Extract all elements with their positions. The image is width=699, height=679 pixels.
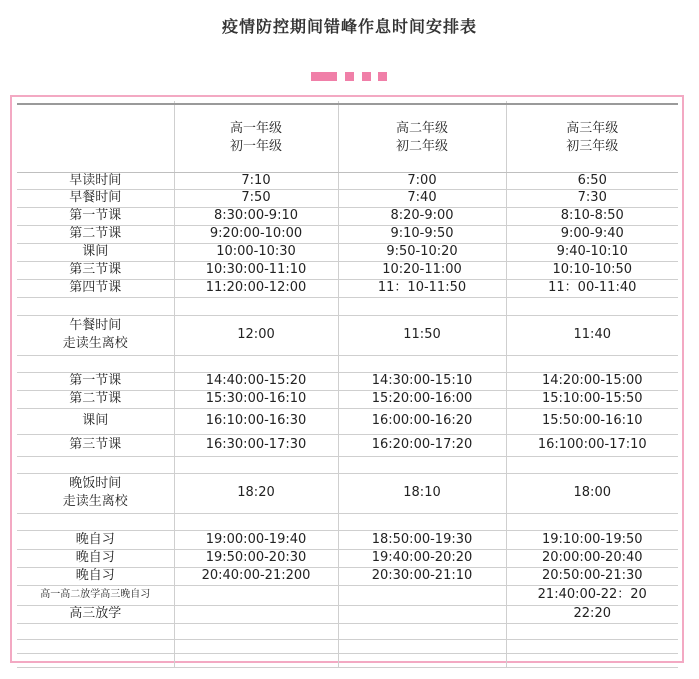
time-cell: 10:10-10:50 <box>506 261 678 279</box>
time-cell: 21:40:00-22：20 <box>506 585 678 605</box>
time-cell: 15:10:00-15:50 <box>506 390 678 408</box>
time-cell: 18:20 <box>174 473 338 513</box>
time-cell: 8:20-9:00 <box>338 207 506 225</box>
time-cell: 19:00:00-19:40 <box>174 530 338 549</box>
row-label: 高一高二放学高三晚自习 <box>17 585 174 605</box>
table-row <box>17 585 678 605</box>
time-cell: 16:10:00-16:30 <box>174 408 338 434</box>
time-cell: 12:00 <box>174 315 338 355</box>
time-cell: 16:100:00-17:10 <box>506 434 678 456</box>
time-cell: 16:30:00-17:30 <box>174 434 338 456</box>
time-cell: 18:10 <box>338 473 506 513</box>
time-cell: 19:10:00-19:50 <box>506 530 678 549</box>
time-cell: 19:50:00-20:30 <box>174 549 338 567</box>
time-cell: 20:00:00-20:40 <box>506 549 678 567</box>
header-row <box>17 104 678 172</box>
row-label: 第四节课 <box>17 279 174 297</box>
time-cell: 20:40:00-21:200 <box>174 567 338 585</box>
time-cell: 8:10-8:50 <box>506 207 678 225</box>
row-label: 早餐时间 <box>17 189 174 207</box>
table-row <box>17 315 678 355</box>
time-cell: 18:00 <box>506 473 678 513</box>
row-label: 晚自习 <box>17 567 174 585</box>
table-row <box>17 434 678 456</box>
row-label: 晚自习 <box>17 530 174 549</box>
row-label: 第一节课 <box>17 207 174 225</box>
time-cell: 15:30:00-16:10 <box>174 390 338 408</box>
row-label: 课间 <box>17 408 174 434</box>
time-cell: 7:50 <box>174 189 338 207</box>
time-cell: 10:30:00-11:10 <box>174 261 338 279</box>
header-empty-cell <box>17 104 174 172</box>
row-label: 第二节课 <box>17 390 174 408</box>
table-row <box>17 408 678 434</box>
table-row <box>17 243 678 261</box>
time-cell: 11:20:00-12:00 <box>174 279 338 297</box>
time-cell <box>174 605 338 623</box>
time-cell: 20:30:00-21:10 <box>338 567 506 585</box>
time-cell: 10:20-11:00 <box>338 261 506 279</box>
row-label: 早读时间 <box>17 172 174 189</box>
spacer-row <box>17 653 678 667</box>
spacer-row <box>17 297 678 315</box>
time-cell: 11：00-11:40 <box>506 279 678 297</box>
time-cell: 20:50:00-21:30 <box>506 567 678 585</box>
row-label: 晚自习 <box>17 549 174 567</box>
time-cell <box>338 605 506 623</box>
spacer-row <box>17 623 678 639</box>
row-label: 第一节课 <box>17 372 174 390</box>
table-row <box>17 473 678 513</box>
time-cell <box>338 585 506 605</box>
time-cell: 6:50 <box>506 172 678 189</box>
time-cell: 16:00:00-16:20 <box>338 408 506 434</box>
time-cell: 14:40:00-15:20 <box>174 372 338 390</box>
time-cell: 7:30 <box>506 189 678 207</box>
time-cell: 9:40-10:10 <box>506 243 678 261</box>
spacer-row <box>17 513 678 530</box>
row-label: 高三放学 <box>17 605 174 623</box>
table-row <box>17 261 678 279</box>
schedule-table <box>17 101 678 668</box>
time-cell: 8:30:00-9:10 <box>174 207 338 225</box>
time-cell: 7:40 <box>338 189 506 207</box>
table-row <box>17 189 678 207</box>
time-cell: 11:40 <box>506 315 678 355</box>
row-label: 第二节课 <box>17 225 174 243</box>
time-cell: 9:10-9:50 <box>338 225 506 243</box>
time-cell: 9:20:00-10:00 <box>174 225 338 243</box>
table-row <box>17 279 678 297</box>
table-row <box>17 372 678 390</box>
time-cell: 9:00-9:40 <box>506 225 678 243</box>
time-cell: 14:30:00-15:10 <box>338 372 506 390</box>
table-row <box>17 567 678 585</box>
table-row <box>17 172 678 189</box>
row-label: 课间 <box>17 243 174 261</box>
table-row <box>17 605 678 623</box>
time-cell: 16:20:00-17:20 <box>338 434 506 456</box>
time-cell: 10:00-10:30 <box>174 243 338 261</box>
time-cell: 15:50:00-16:10 <box>506 408 678 434</box>
spacer-row <box>17 355 678 372</box>
page-title: 疫情防控期间错峰作息时间安排表 <box>221 17 477 36</box>
table-row <box>17 225 678 243</box>
row-label: 晚饭时间 走读生离校 <box>17 473 174 513</box>
time-cell: 7:00 <box>338 172 506 189</box>
row-label: 第三节课 <box>17 434 174 456</box>
table-row <box>17 549 678 567</box>
time-cell: 9:50-10:20 <box>338 243 506 261</box>
spacer-row <box>17 456 678 473</box>
time-cell <box>174 585 338 605</box>
header-grade-1: 高一年级 初一年级 <box>174 104 338 172</box>
table-row <box>17 207 678 225</box>
time-cell: 11:50 <box>338 315 506 355</box>
time-cell: 7:10 <box>174 172 338 189</box>
spacer-row <box>17 639 678 653</box>
row-label: 午餐时间 走读生离校 <box>17 315 174 355</box>
time-cell: 18:50:00-19:30 <box>338 530 506 549</box>
row-label: 第三节课 <box>17 261 174 279</box>
header-grade-3: 高三年级 初三年级 <box>506 104 678 172</box>
time-cell: 22:20 <box>506 605 678 623</box>
time-cell: 14:20:00-15:00 <box>506 372 678 390</box>
table-row <box>17 390 678 408</box>
header-grade-2: 高二年级 初二年级 <box>338 104 506 172</box>
time-cell: 15:20:00-16:00 <box>338 390 506 408</box>
table-row <box>17 530 678 549</box>
time-cell: 19:40:00-20:20 <box>338 549 506 567</box>
time-cell: 11：10-11:50 <box>338 279 506 297</box>
